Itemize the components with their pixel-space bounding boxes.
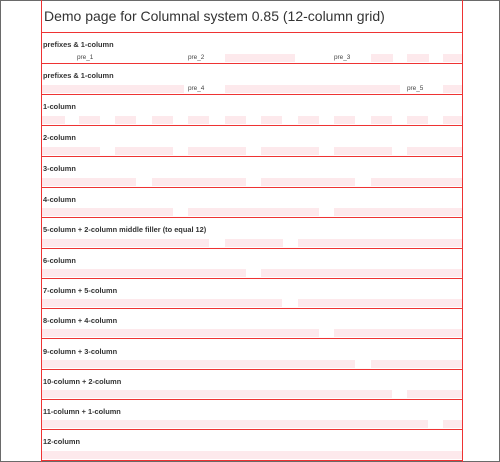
divider: [42, 429, 462, 430]
divider: [42, 399, 462, 400]
grid-cell: [371, 360, 463, 368]
grid-cell: [42, 360, 355, 368]
section-label-prefixes-2: prefixes & 1-column: [43, 71, 114, 80]
grid-cell: [261, 147, 319, 155]
grid-cell: [42, 178, 136, 186]
grid-cell: [407, 54, 429, 62]
grid-cell: [407, 147, 463, 155]
grid-cell: [225, 239, 283, 247]
grid-cell: [42, 390, 392, 398]
grid-cell: [225, 85, 400, 93]
grid-cell: [371, 178, 463, 186]
section-label-2-column: 2-column: [43, 133, 76, 142]
divider: [42, 217, 462, 218]
pre-5-label: pre_5: [407, 85, 424, 92]
grid-cell: [188, 147, 246, 155]
grid-cell: [152, 178, 246, 186]
grid-cell: [42, 451, 463, 459]
grid-cell: [334, 116, 355, 124]
grid-cell: [225, 116, 246, 124]
divider: [42, 338, 462, 339]
divider: [42, 125, 462, 126]
section-label-12-column: 12-column: [43, 437, 80, 446]
divider: [42, 308, 462, 309]
grid-cell: [407, 390, 463, 398]
grid-cell: [334, 329, 463, 337]
grid-cell: [188, 116, 209, 124]
section-label-4-column: 4-column: [43, 195, 76, 204]
grid-cell: [443, 420, 463, 428]
grid-cell: [443, 85, 463, 93]
grid-cell: [261, 178, 355, 186]
pre-2-label: pre_2: [188, 54, 205, 61]
grid-cell: [115, 116, 136, 124]
divider: [42, 156, 462, 157]
grid-cell: [42, 147, 100, 155]
divider: [42, 187, 462, 188]
grid-cell: [371, 54, 393, 62]
grid-cell: [152, 116, 173, 124]
section-label-prefixes-1: prefixes & 1-column: [43, 40, 114, 49]
divider: [42, 278, 462, 279]
divider: [42, 460, 462, 461]
divider: [42, 369, 462, 370]
grid-cell: [42, 116, 65, 124]
grid-cell: [261, 116, 282, 124]
grid-page: [41, 0, 463, 462]
grid-cell: [42, 329, 319, 337]
divider: [42, 63, 462, 64]
grid-cell: [261, 269, 463, 277]
grid-cell: [42, 85, 184, 93]
section-label-7-column: 7-column + 5-column: [43, 286, 118, 295]
section-label-5-column: 5-column + 2-column middle filler (to equal 12): [43, 225, 207, 234]
grid-cell: [42, 269, 246, 277]
grid-cell: [407, 116, 428, 124]
divider: [42, 248, 462, 249]
grid-cell: [42, 239, 209, 247]
pre-1-label: pre_1: [77, 54, 94, 61]
divider: [42, 32, 462, 33]
grid-cell: [115, 147, 173, 155]
grid-cell: [298, 116, 319, 124]
grid-cell: [443, 116, 463, 124]
section-label-9-column: 9-column + 3-column: [43, 347, 118, 356]
page-title: Demo page for Columnal system 0.85 (12-column grid): [44, 8, 385, 24]
pre-3-label: pre_3: [334, 54, 351, 61]
section-label-6-column: 6-column: [43, 256, 76, 265]
divider: [42, 94, 462, 95]
grid-cell: [443, 54, 463, 62]
grid-cell: [188, 208, 319, 216]
grid-cell: [42, 299, 282, 307]
section-label-10-column: 10-column + 2-column: [43, 377, 122, 386]
section-label-11-column: 11-column + 1-column: [43, 407, 121, 416]
grid-cell: [79, 116, 100, 124]
grid-cell: [42, 208, 173, 216]
grid-cell: [334, 147, 392, 155]
grid-cell: [42, 420, 428, 428]
grid-cell: [334, 208, 463, 216]
grid-cell: [298, 299, 463, 307]
section-label-1-column: 1-column: [43, 102, 76, 111]
pre-4-label: pre_4: [188, 85, 205, 92]
grid-cell: [298, 239, 463, 247]
grid-cell: [371, 116, 392, 124]
grid-cell: [225, 54, 295, 62]
section-label-3-column: 3-column: [43, 164, 76, 173]
section-label-8-column: 8-column + 4-column: [43, 316, 118, 325]
